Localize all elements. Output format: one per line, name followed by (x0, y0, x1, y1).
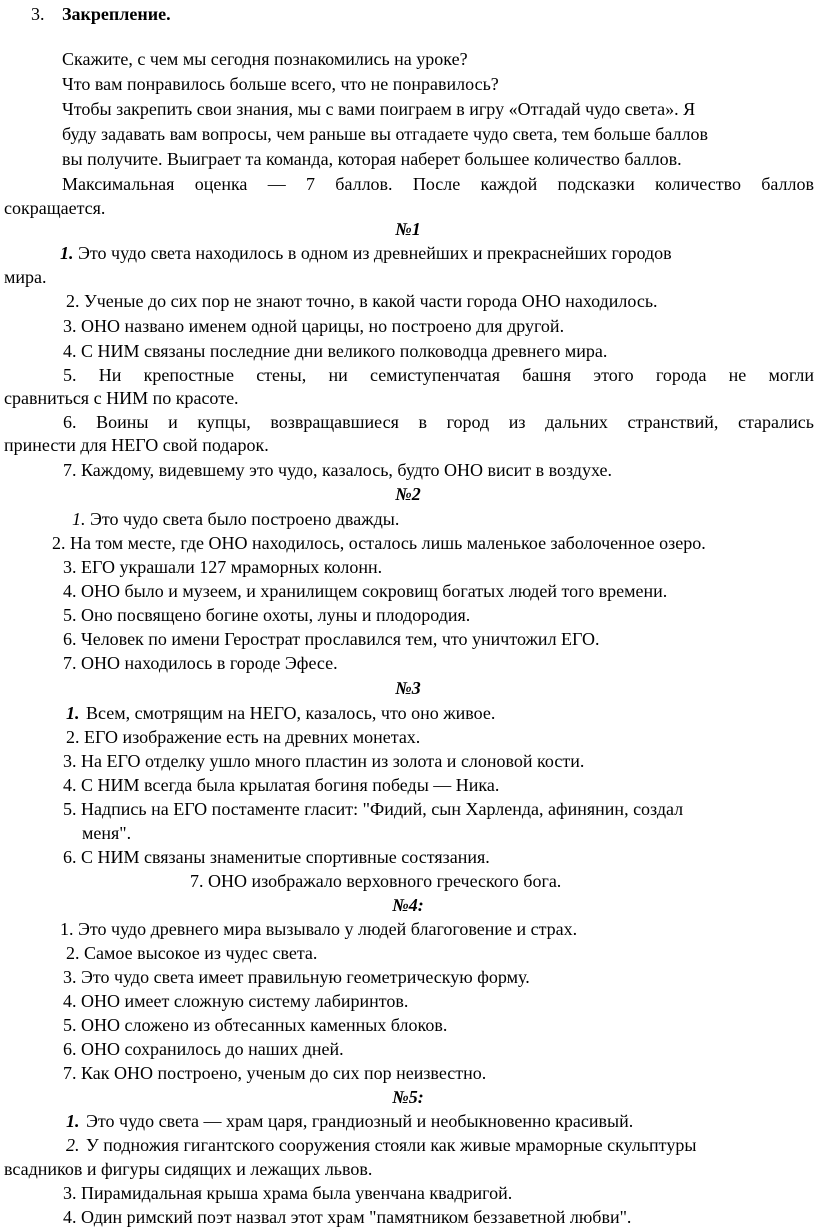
s4-hint-3: 3. Это чудо света имеет правильную геометрическую форму. (63, 967, 530, 987)
max-score-line-1: Максимальная оценка — 7 баллов. После каждой подсказки количество баллов (62, 174, 814, 194)
s2-hint-3: 3. ЕГО украшали 127 мраморных колонн. (63, 557, 383, 577)
intro-line-5: вы получите. Выиграет та команда, которая наберет большее количество баллов. (62, 149, 682, 169)
s3-hint-2: 2. ЕГО изображение есть на древних монетах. (66, 727, 421, 747)
s5-hint-2-line-2: всадников и фигуры сидящих и лежащих львов. (4, 1159, 373, 1179)
s5-hint-1: Это чудо света — храм царя, грандиозный и необыкновенно красивый. (86, 1111, 634, 1131)
s4-hint-1: 1. Это чудо древнего мира вызывало у людей благоговение и страх. (60, 919, 578, 939)
section-5-heading: №5: (392, 1087, 424, 1107)
s2-hint-6: 6. Человек по имени Герострат прославился тем, что уничтожил ЕГО. (63, 629, 600, 649)
intro-line-3: Чтобы закрепить свои знания, мы с вами поиграем в игру «Отгадай чудо света». Я (62, 99, 696, 119)
s1-hint-1-number: 1. (60, 243, 74, 263)
s4-hint-2: 2. Самое высокое из чудес света. (66, 943, 318, 963)
s3-hint-1-number: 1. (66, 703, 80, 723)
s3-hint-4: 4. С НИМ всегда была крылатая богиня победы — Ника. (63, 775, 500, 795)
s5-hint-3: 3. Пирамидальная крыша храма была увенчана квадригой. (63, 1183, 513, 1203)
s3-hint-5-line-2: меня". (82, 823, 132, 843)
s4-hint-7: 7. Как ОНО построено, ученым до сих пор неизвестно. (63, 1063, 487, 1083)
s4-hint-5: 5. ОНО сложено из обтесанных каменных блоков. (63, 1015, 448, 1035)
section-2-heading: №2 (395, 484, 421, 504)
s1-hint-5-line-2: сравниться с НИМ по красоте. (4, 388, 239, 408)
s1-hint-3: 3. ОНО названо именем одной царицы, но построено для другой. (63, 316, 565, 336)
s2-hint-5: 5. Оно посвящено богине охоты, луны и плодородия. (63, 605, 471, 625)
intro-line-1: Скажите, с чем мы сегодня познакомились на уроке? (62, 49, 468, 69)
s2-hint-2: 2. На том месте, где ОНО находилось, осталось лишь маленькое заболоченное озеро. (52, 533, 706, 553)
s3-hint-1: Всем, смотрящим на НЕГО, казалось, что оно живое. (86, 703, 496, 723)
s3-hint-7: 7. ОНО изображало верховного греческого бога. (190, 871, 562, 891)
s5-hint-2-line-1: У подножия гигантского сооружения стояли как живые мраморные скульптуры (86, 1135, 697, 1155)
section-title: Закрепление. (62, 4, 171, 24)
s4-hint-4: 4. ОНО имеет сложную систему лабиринтов. (63, 991, 409, 1011)
s1-hint-1-line-1: Это чудо света находилось в одном из древнейших и прекраснейших городов (78, 243, 672, 263)
s1-hint-1-line-2: мира. (4, 267, 47, 287)
s1-hint-2: 2. Ученые до сих пор не знают точно, в какой части города ОНО находилось. (66, 291, 658, 311)
s1-hint-4: 4. С НИМ связаны последние дни великого полководца древнего мира. (63, 341, 608, 361)
s5-hint-2-number: 2. (66, 1135, 80, 1155)
s5-hint-4: 4. Один римский поэт назвал этот храм "памятником беззаветной любви". (63, 1207, 632, 1227)
section-4-heading: №4: (392, 895, 424, 915)
max-score-line-2: сокращается. (4, 198, 106, 218)
s2-hint-1-number: 1. (72, 509, 86, 529)
intro-line-2: Что вам понравилось больше всего, что не понравилось? (62, 74, 499, 94)
s1-hint-7: 7. Каждому, видевшему это чудо, казалось, будто ОНО висит в воздухе. (63, 460, 612, 480)
s3-hint-6: 6. С НИМ связаны знаменитые спортивные состязания. (63, 847, 490, 867)
s3-hint-3: 3. На ЕГО отделку ушло много пластин из золота и слоновой кости. (63, 751, 585, 771)
s1-hint-5-line-1: 5. Ни крепостные стены, ни семиступенчатая башня этого города не могли (63, 365, 814, 385)
s4-hint-6: 6. ОНО сохранилось до наших дней. (63, 1039, 344, 1059)
s2-hint-4: 4. ОНО было и музеем, и хранилищем сокровищ богатых людей того времени. (63, 581, 668, 601)
section-number: 3. (31, 4, 45, 24)
s1-hint-6-line-1: 6. Воины и купцы, возвращавшиеся в город из дальних странствий, старались (63, 412, 814, 432)
s3-hint-5-line-1: 5. Надпись на ЕГО постаменте гласит: "Фидий, сын Харленда, афинянин, создал (63, 799, 684, 819)
section-3-heading: №3 (395, 678, 421, 698)
section-1-heading: №1 (395, 219, 421, 239)
s5-hint-1-number: 1. (66, 1111, 80, 1131)
s2-hint-7: 7. ОНО находилось в городе Эфесе. (63, 653, 338, 673)
s1-hint-6-line-2: принести для НЕГО свой подарок. (4, 435, 269, 455)
s2-hint-1: Это чудо света было построено дважды. (90, 509, 400, 529)
intro-line-4: буду задавать вам вопросы, чем раньше вы отгадаете чудо света, тем больше баллов (62, 124, 708, 144)
